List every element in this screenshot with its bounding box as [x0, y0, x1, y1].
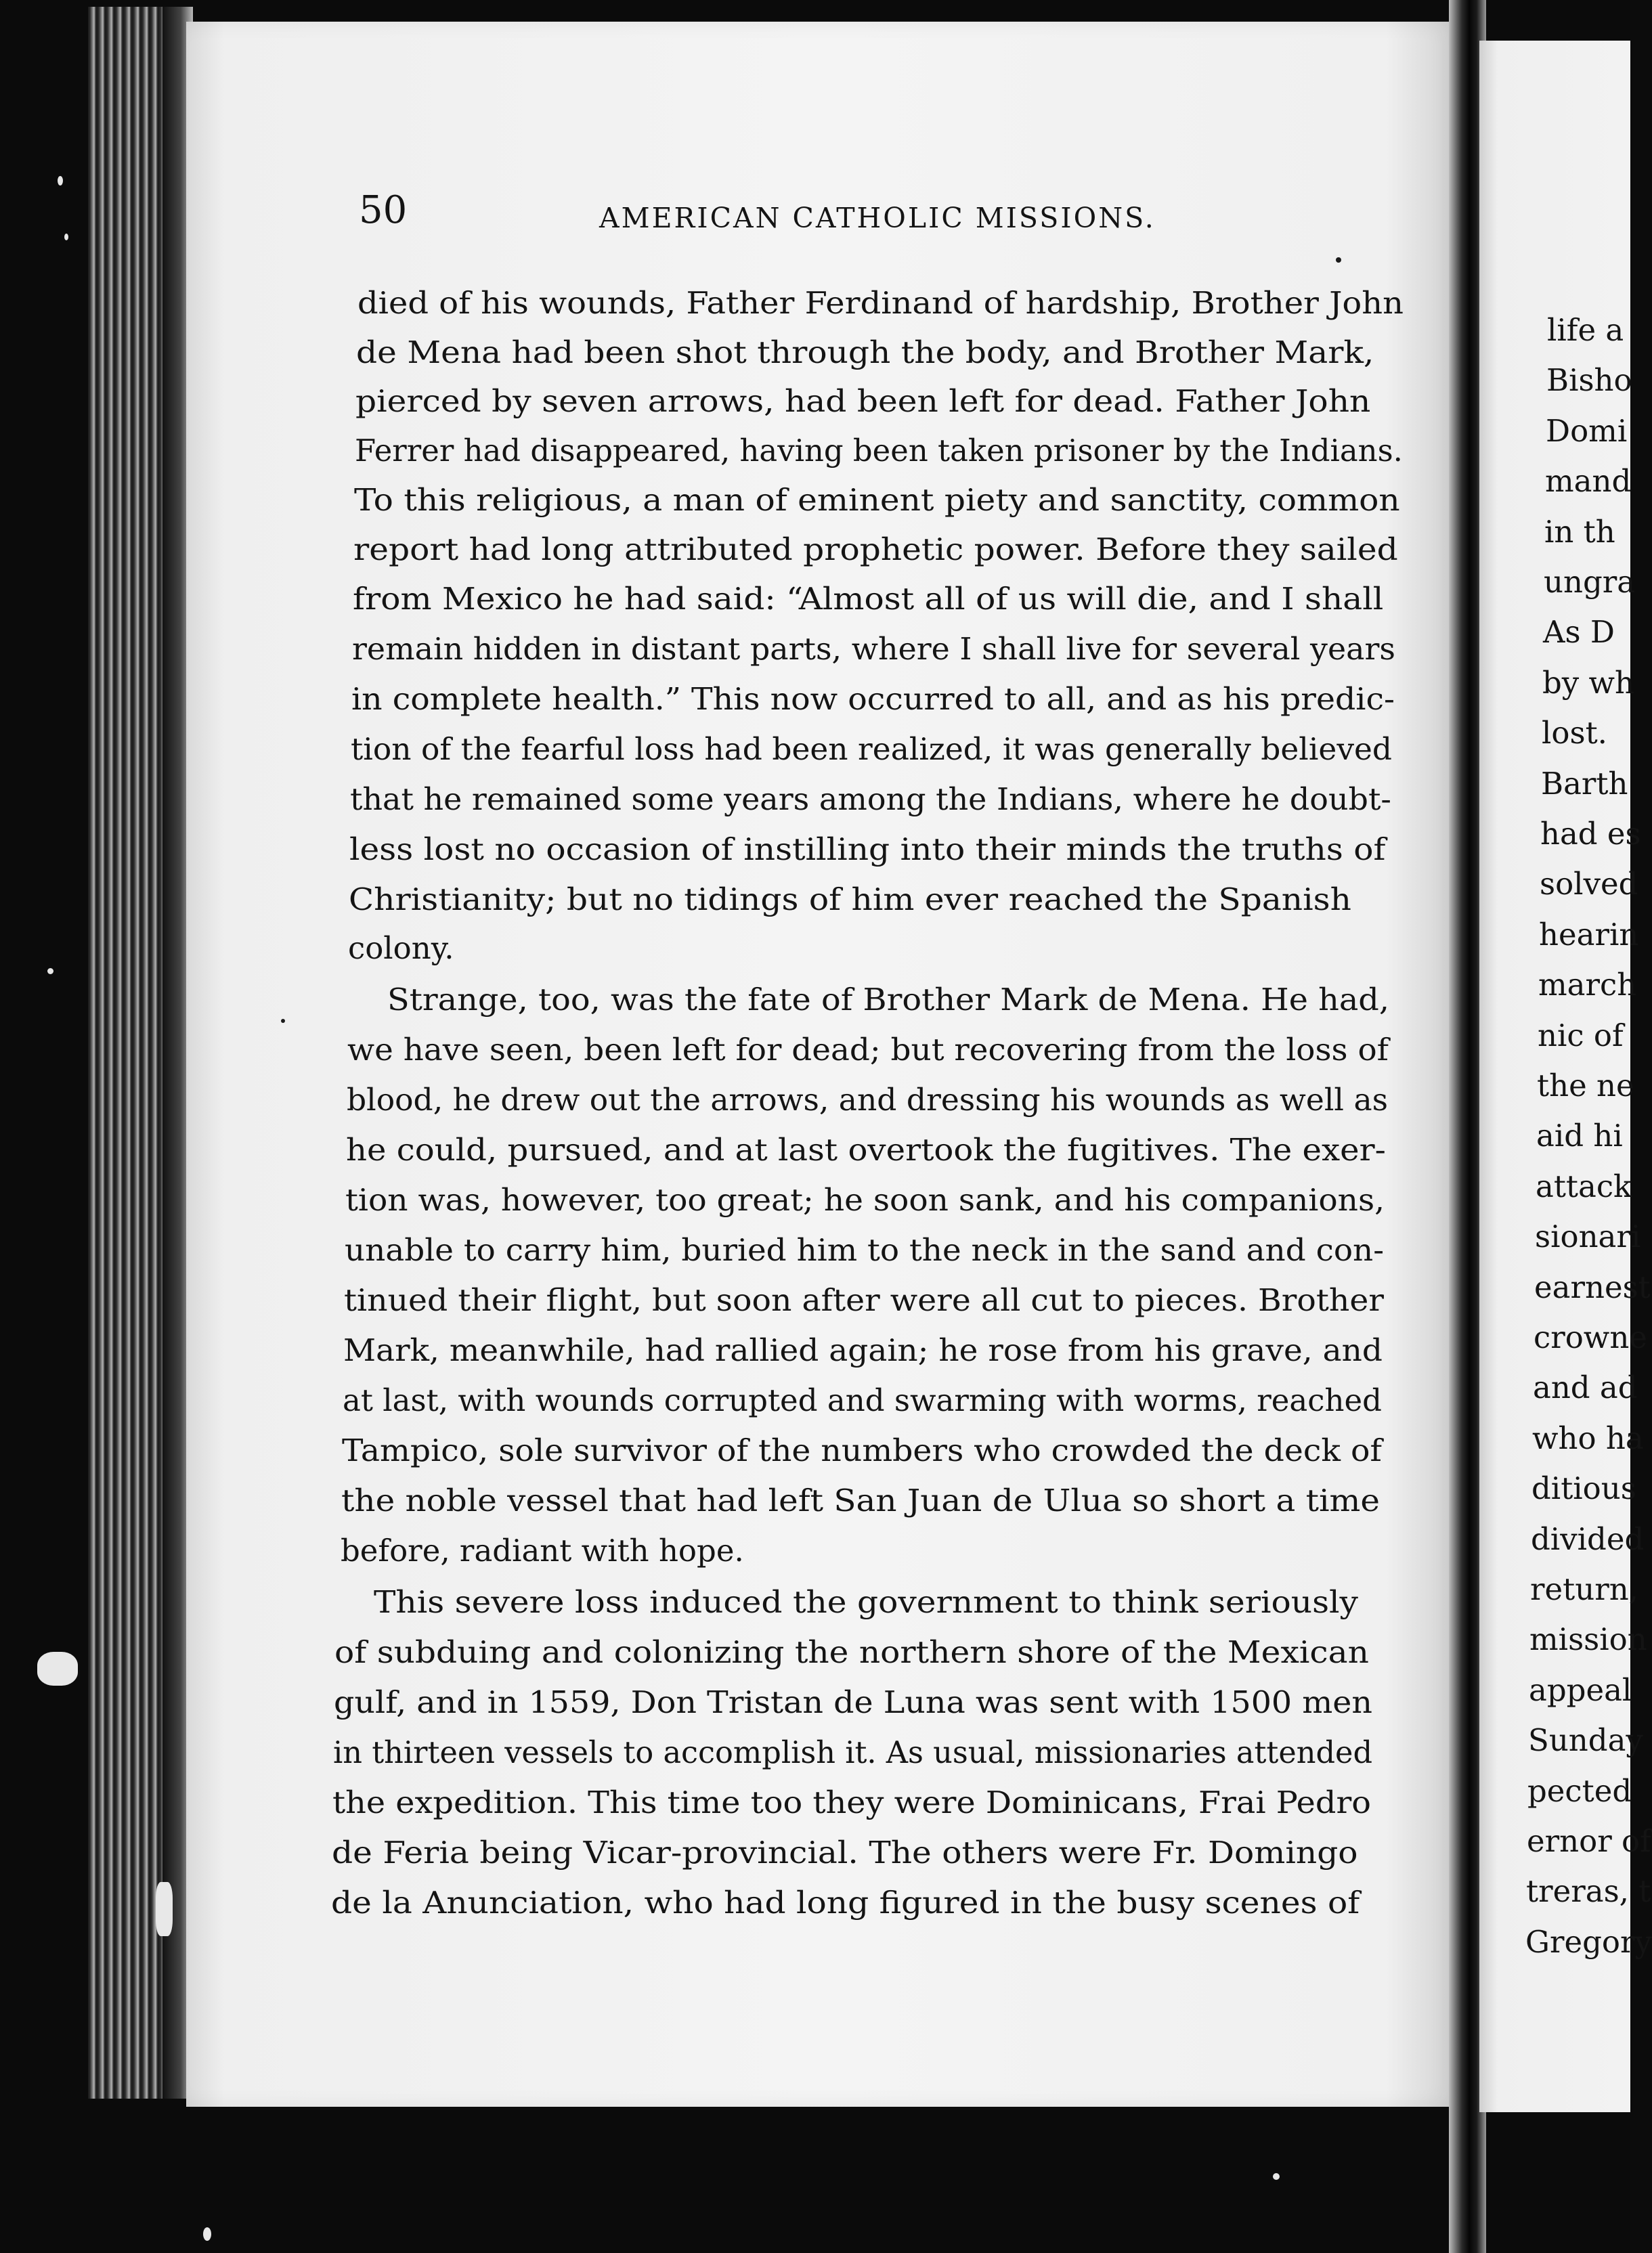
facing-page-line: earnest — [1534, 1269, 1651, 1305]
facing-page-line: As D — [1543, 614, 1615, 651]
text-line: gulf, and in 1559, Don Tristan de Luna was sent with 1500 men — [334, 1684, 1372, 1720]
facing-page-line: lost. — [1542, 715, 1607, 751]
text-line: tion of the fearful loss had been realized, it was generally believed — [351, 731, 1393, 767]
text-line: tinued their flight, but soon after were all cut to pieces. Brother — [344, 1282, 1384, 1318]
text-line: of subduing and colonizing the northern shore of the Mexican — [334, 1634, 1369, 1670]
facing-page-line: return, — [1530, 1571, 1639, 1607]
text-line: Ferrer had disappeared, having been taken prisoner by the Indians. — [355, 433, 1403, 468]
facing-page-line: ernor of — [1527, 1823, 1651, 1859]
facing-page-line: nic of — [1538, 1017, 1624, 1053]
text-line: we have seen, been left for dead; but recovering from the loss of — [347, 1032, 1389, 1068]
text-line: Mark, meanwhile, had rallied again; he rose from his grave, and — [343, 1332, 1383, 1368]
text-line: blood, he drew out the arrows, and dressing his wounds as well as — [347, 1082, 1388, 1118]
facing-page-line: the ne — [1537, 1068, 1634, 1103]
text-line: Strange, too, was the fate of Brother Mark de Mena. He had, — [387, 982, 1390, 1018]
text-line: Tampico, sole survivor of the numbers who crowded the deck of — [342, 1432, 1382, 1468]
facing-page-line: Gregory — [1525, 1923, 1652, 1960]
facing-page-line: Sunday — [1528, 1722, 1643, 1759]
text-line: pierced by seven arrows, had been left for dead. Father John — [355, 383, 1371, 419]
facing-page-line: mission — [1529, 1621, 1647, 1658]
text-line: tion was, however, too great; he soon sank, and his companions, — [345, 1182, 1385, 1218]
text-line: in thirteen vessels to accomplish it. As usual, missionaries attended — [333, 1734, 1373, 1770]
facing-page-line: who ha — [1532, 1420, 1644, 1456]
facing-page-line: had es — [1540, 816, 1641, 852]
facing-page-line: solved — [1540, 866, 1638, 902]
facing-page-line: pected — [1527, 1772, 1632, 1809]
facing-page-line: sionari — [1535, 1219, 1641, 1255]
facing-page-line: treras, t — [1526, 1873, 1651, 1910]
text-line: he could, pursued, and at last overtook the fugitives. The exer- — [346, 1132, 1386, 1168]
text-line: de Mena had been shot through the body, and Brother Mark, — [356, 334, 1374, 370]
running-title: AMERICAN CATHOLIC MISSIONS. — [599, 202, 1156, 234]
text-line: before, radiant with hope. — [341, 1533, 744, 1569]
facing-page — [1479, 41, 1652, 2112]
facing-page-line: and ad — [1533, 1370, 1638, 1406]
facing-page-line: in th — [1544, 513, 1615, 550]
scan-speck — [203, 2227, 211, 2241]
text-line: from Mexico he had said: “Almost all of us will die, and I shall — [353, 581, 1384, 617]
text-line: colony. — [348, 930, 454, 966]
text-line: that he remained some years among the Indians, where he doubt- — [350, 781, 1391, 817]
facing-page-line: divided — [1531, 1521, 1645, 1557]
facing-page-line: hearin — [1539, 916, 1639, 953]
text-line: Christianity; but no tidings of him ever reached the Spanish — [349, 881, 1351, 917]
facing-page-line: Barth — [1541, 765, 1628, 802]
text-line: died of his wounds, Father Ferdinand of hardship, Brother John — [357, 285, 1404, 321]
facing-page-line: appeal — [1529, 1671, 1632, 1708]
facing-page-line: Bisho — [1546, 362, 1632, 399]
text-line: in complete health.” This now occurred to all, and as his predic- — [351, 681, 1395, 717]
text-line: This severe loss induced the government to think seriously — [374, 1584, 1359, 1620]
scan-speck — [58, 176, 63, 185]
facing-page-line: by wh — [1542, 664, 1635, 701]
facing-page-line: march — [1538, 967, 1637, 1003]
scan-speck — [37, 1652, 78, 1686]
text-line: remain hidden in distant parts, where I shall live for several years — [352, 631, 1395, 667]
facing-page-line: crowne — [1534, 1319, 1647, 1355]
text-line: the noble vessel that had left San Juan de Ulua so short a time — [341, 1483, 1380, 1518]
facing-page-line: mand — [1545, 463, 1632, 500]
text-line: de la Anunciation, who had long figured in the busy scenes of — [331, 1885, 1360, 1921]
text-line: the expedition. This time too they were Dominicans, Frai Pedro — [332, 1785, 1371, 1820]
text-line: unable to carry him, buried him to the neck in the sand and con- — [345, 1232, 1385, 1268]
scan-speck — [47, 968, 53, 974]
facing-page-line: ungra — [1544, 564, 1636, 600]
scan-speck — [1336, 257, 1341, 263]
facing-page-line: Domi — [1546, 412, 1628, 449]
text-line: To this religious, a man of eminent piety and sanctity, common — [354, 482, 1400, 518]
scan-speck — [1273, 2173, 1280, 2180]
text-line: de Feria being Vicar-provincial. The others were Fr. Domingo — [332, 1835, 1358, 1871]
text-line: less lost no occasion of instilling into their minds the truths of — [349, 831, 1386, 867]
facing-page-line: aid hi — [1536, 1118, 1623, 1154]
scan-speck — [281, 1019, 285, 1023]
facing-page-line: attack — [1536, 1168, 1632, 1204]
facing-page-line: life a — [1547, 312, 1624, 348]
text-line: at last, with wounds corrupted and swarming with worms, reached — [343, 1382, 1382, 1418]
page-number: 50 — [359, 188, 408, 232]
facing-page-line: ditious — [1531, 1470, 1636, 1507]
text-line: report had long attributed prophetic power. Before they sailed — [353, 531, 1398, 567]
scan-speck — [64, 234, 68, 240]
scan-speck — [156, 1882, 173, 1936]
